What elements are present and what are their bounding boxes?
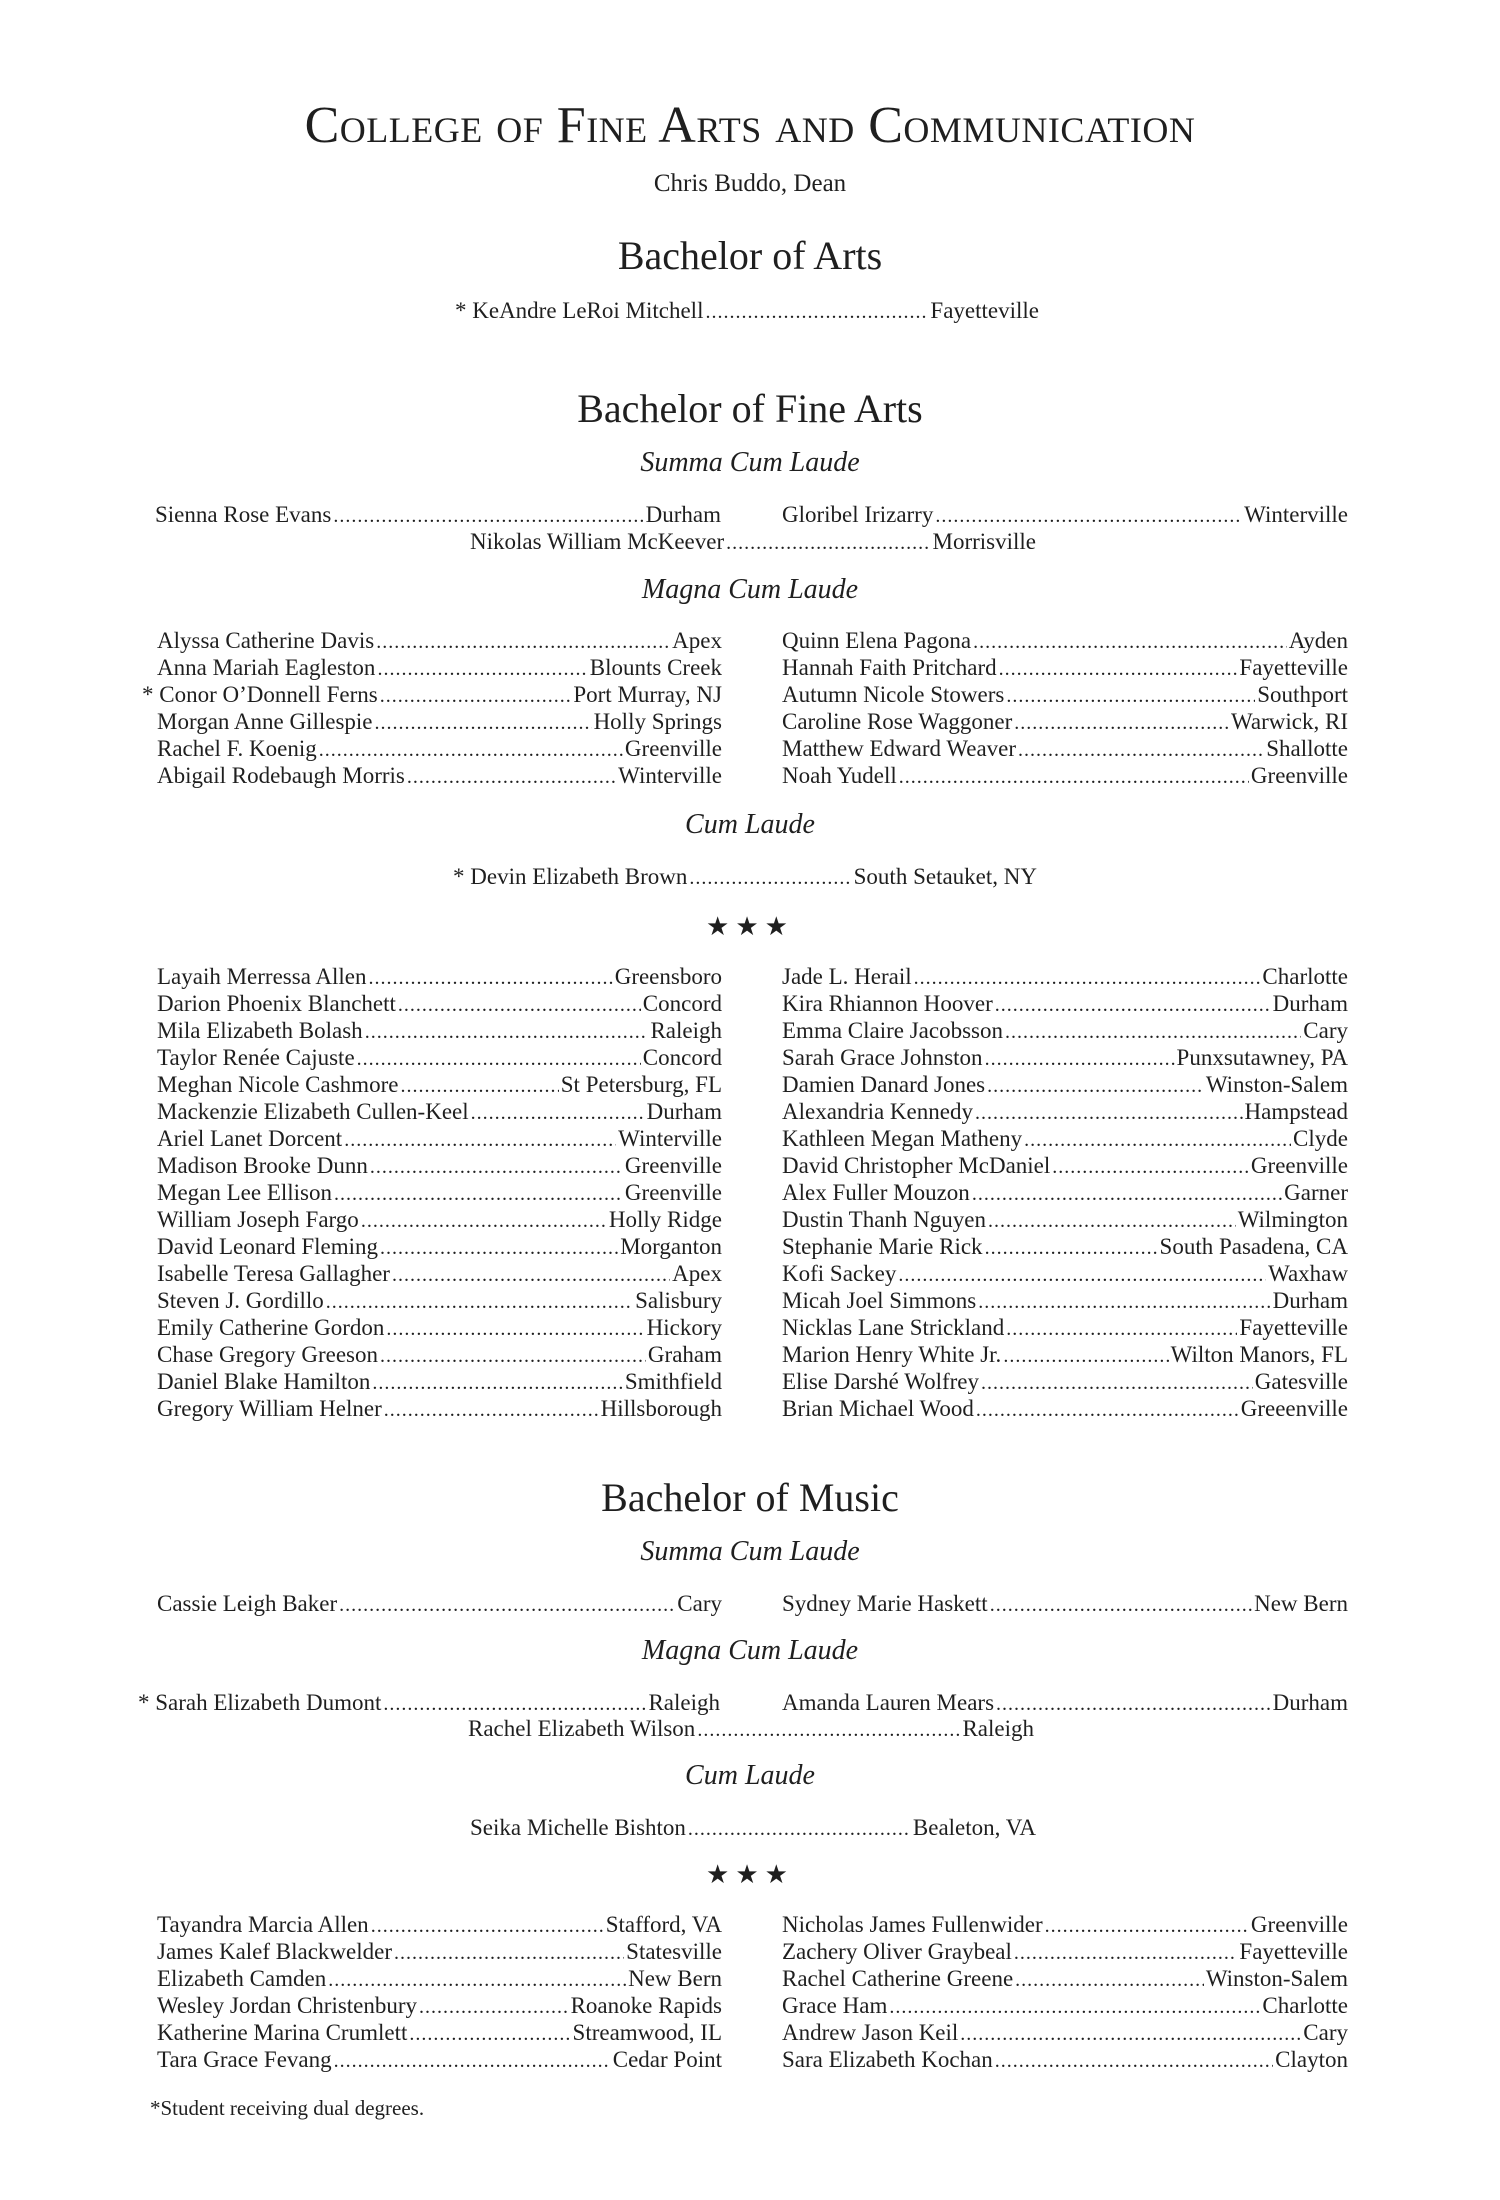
list-item: [142, 709, 722, 736]
graduate-name: Katherine Marina Crumlett: [157, 2020, 408, 2045]
graduate-name: Gregory William Helner: [157, 1396, 382, 1421]
graduate-name: David Christopher McDaniel: [782, 1153, 1051, 1178]
graduate-name: Seika Michelle Bishton: [470, 1815, 686, 1840]
graduate-name: Sydney Marie Haskett: [782, 1591, 988, 1616]
list-item: [157, 1099, 722, 1126]
bfa-summa-label: Summa Cum Laude: [640, 447, 860, 478]
graduate-hometown: Apex: [672, 1261, 722, 1286]
graduate-hometown: Greenville: [1250, 1153, 1348, 1178]
bfa-cum-label: Cum Laude: [685, 809, 815, 840]
graduate-name: Layaih Merressa Allen: [157, 964, 367, 989]
list-item: [157, 1993, 722, 2020]
leader-dots: [371, 1913, 604, 1939]
list-item: [782, 1018, 1348, 1045]
bfa-other-left-list: [157, 964, 722, 1423]
graduate-hometown: Fayetteville: [1239, 1939, 1348, 1964]
graduate-name: Micah Joel Simmons: [782, 1288, 977, 1313]
leader-dots: [380, 683, 572, 709]
leader-dots: [365, 1019, 649, 1045]
graduate-name: Emily Catherine Gordon: [157, 1315, 385, 1340]
bm-other-right-list: [782, 1912, 1348, 2074]
graduate-hometown: Morganton: [620, 1234, 722, 1259]
bfa-magna-left-list: [142, 628, 722, 790]
list-item: [157, 1342, 722, 1369]
graduate-hometown: Stafford, VA: [605, 1912, 722, 1937]
leader-dots: [960, 2021, 1301, 2047]
bfa-summa-left: [155, 502, 721, 529]
graduate-hometown: Salisbury: [635, 1288, 722, 1313]
list-item: [157, 1261, 722, 1288]
bm-magna-left: [138, 1690, 720, 1717]
list-item: [157, 1153, 722, 1180]
leader-dots: [376, 629, 670, 655]
leader-dots: [1003, 1343, 1168, 1369]
graduate-hometown: Greenville: [624, 1153, 722, 1178]
bm-summa-label: Summa Cum Laude: [640, 1536, 860, 1567]
leader-dots: [344, 1127, 616, 1153]
graduate-hometown: Winston-Salem: [1205, 1966, 1348, 1991]
graduate-hometown: New Bern: [628, 1966, 722, 1991]
graduate-name: Dustin Thanh Nguyen: [782, 1207, 987, 1232]
graduate-name: Nicklas Lane Strickland: [782, 1315, 1005, 1340]
list-item: [782, 682, 1348, 709]
list-item: [782, 1153, 1348, 1180]
graduate-hometown: Durham: [646, 1099, 722, 1124]
graduate-hometown: Cary: [677, 1591, 722, 1616]
list-item: [157, 2020, 722, 2047]
list-item: [157, 1126, 722, 1153]
graduate-hometown: Bealeton, VA: [912, 1815, 1036, 1840]
graduate-hometown: Southport: [1257, 682, 1348, 707]
bm-magna-right: [782, 1690, 1348, 1717]
leader-dots: [1015, 1967, 1204, 1993]
leader-dots: [688, 1816, 911, 1842]
graduate-name: Sienna Rose Evans: [155, 502, 332, 527]
graduate-name: Brian Michael Wood: [782, 1396, 974, 1421]
graduate-name: Chase Gregory Greeson: [157, 1342, 378, 1367]
list-item: [782, 1396, 1348, 1423]
graduate-hometown: Shallotte: [1266, 736, 1348, 761]
graduate-name: Meghan Nicole Cashmore: [157, 1072, 399, 1097]
graduate-hometown: St Petersburg, FL: [560, 1072, 722, 1097]
list-item: [782, 709, 1348, 736]
graduate-hometown: Streamwood, IL: [572, 2020, 722, 2045]
leader-dots: [339, 1592, 675, 1618]
leader-dots: [386, 1316, 644, 1342]
graduate-name: Nikolas William McKeever: [470, 529, 725, 554]
leader-dots: [990, 1592, 1252, 1618]
list-item: [782, 763, 1348, 790]
graduate-hometown: Charlotte: [1262, 964, 1348, 989]
leader-dots: [999, 656, 1238, 682]
list-item: [782, 2047, 1348, 2074]
list-item: [157, 1396, 722, 1423]
graduate-name: James Kalef Blackwelder: [157, 1939, 393, 1964]
graduate-name: Andrew Jason Keil: [782, 2020, 959, 2045]
leader-dots: [976, 1397, 1239, 1423]
leader-dots: [975, 1100, 1243, 1126]
leader-dots: [935, 503, 1242, 529]
list-item: [157, 1072, 722, 1099]
leader-dots: [1006, 683, 1255, 709]
bfa-summa-center: [470, 529, 1036, 556]
list-item: [157, 2047, 722, 2074]
graduate-name: Autumn Nicole Stowers: [782, 682, 1005, 707]
graduate-name: Rachel F. Koenig: [157, 736, 317, 761]
graduate-hometown: Waxhaw: [1268, 1261, 1348, 1286]
leader-dots: [400, 1073, 558, 1099]
leader-dots: [996, 1691, 1271, 1717]
graduate-name: Anna Mariah Eagleston: [157, 655, 376, 680]
graduate-name: Marion Henry White Jr.: [782, 1342, 1002, 1367]
leader-dots: [978, 1289, 1270, 1315]
list-item: [782, 964, 1348, 991]
graduate-name: Matthew Edward Weaver: [782, 736, 1017, 761]
graduate-name: Taylor Renée Cajuste: [157, 1045, 355, 1070]
graduate-hometown: Cary: [1303, 1018, 1348, 1043]
list-item: [782, 1045, 1348, 1072]
leader-dots: [985, 1046, 1175, 1072]
graduate-name: * Devin Elizabeth Brown: [453, 864, 688, 889]
graduate-name: Abigail Rodebaugh Morris: [157, 763, 405, 788]
graduate-hometown: Concord: [642, 991, 722, 1016]
graduate-hometown: Ayden: [1288, 628, 1348, 653]
graduate-name: Madison Brooke Dunn: [157, 1153, 368, 1178]
bm-magna-label: Magna Cum Laude: [641, 1635, 859, 1666]
graduate-hometown: Garner: [1284, 1180, 1348, 1205]
graduate-hometown: Fayetteville: [930, 298, 1039, 323]
graduate-hometown: Apex: [672, 628, 722, 653]
graduate-name: Stephanie Marie Rick: [782, 1234, 983, 1259]
list-item: [782, 1288, 1348, 1315]
leader-dots: [372, 1370, 623, 1396]
graduate-name: Nicholas James Fullenwider: [782, 1912, 1043, 1937]
college-title: College of Fine Arts and Communication: [304, 97, 1196, 154]
graduate-name: Tara Grace Fevang: [157, 2047, 332, 2072]
list-item: [782, 1369, 1348, 1396]
graduate-hometown: Greenville: [624, 736, 722, 761]
graduate-name: Morgan Anne Gillespie: [157, 709, 373, 734]
leader-dots: [973, 629, 1287, 655]
leader-dots: [328, 1967, 626, 1993]
leader-dots: [407, 764, 616, 790]
graduate-name: Daniel Blake Hamilton: [157, 1369, 371, 1394]
bfa-heading: Bachelor of Fine Arts: [577, 386, 923, 431]
graduate-name: Isabelle Teresa Gallagher: [157, 1261, 390, 1286]
leader-dots: [394, 1940, 624, 1966]
leader-dots: [987, 1073, 1204, 1099]
graduate-name: Mila Elizabeth Bolash: [157, 1018, 363, 1043]
graduate-name: Kathleen Megan Matheny: [782, 1126, 1023, 1151]
graduate-name: * Sarah Elizabeth Dumont: [138, 1690, 382, 1715]
leader-dots: [471, 1100, 645, 1126]
leader-dots: [419, 1994, 569, 2020]
list-item: [157, 991, 722, 1018]
graduate-hometown: Fayetteville: [1239, 655, 1348, 680]
graduate-hometown: Winston-Salem: [1205, 1072, 1348, 1097]
graduate-hometown: Morrisville: [932, 529, 1036, 554]
graduate-hometown: Charlotte: [1262, 1993, 1348, 2018]
leader-dots: [898, 1262, 1266, 1288]
bm-cum-entry: [470, 1815, 1036, 1842]
list-item: [782, 655, 1348, 682]
leader-dots: [972, 1181, 1282, 1207]
list-item: [157, 1939, 722, 1966]
graduate-name: Damien Danard Jones: [782, 1072, 986, 1097]
graduate-name: David Leonard Fleming: [157, 1234, 379, 1259]
graduate-name: Jade L. Herail: [782, 964, 912, 989]
graduate-hometown: Greenville: [624, 1180, 722, 1205]
dean-name: Chris Buddo, Dean: [653, 170, 847, 197]
graduate-name: Wesley Jordan Christenbury: [157, 1993, 418, 2018]
list-item: [157, 1315, 722, 1342]
graduate-hometown: Smithfield: [624, 1369, 722, 1394]
graduate-name: Kofi Sackey: [782, 1261, 897, 1286]
list-item: [142, 628, 722, 655]
graduate-hometown: South Setauket, NY: [853, 864, 1037, 889]
leader-dots: [705, 299, 928, 325]
bm-heading: Bachelor of Music: [601, 1475, 899, 1520]
graduate-name: Emma Claire Jacobsson: [782, 1018, 1004, 1043]
graduate-hometown: Cedar Point: [612, 2047, 722, 2072]
leader-dots: [1014, 1940, 1238, 1966]
leader-dots: [1018, 737, 1264, 763]
graduate-name: Elise Darshé Wolfrey: [782, 1369, 979, 1394]
graduate-hometown: Durham: [1272, 1690, 1348, 1715]
list-item: [782, 1315, 1348, 1342]
leader-dots: [383, 1691, 646, 1717]
list-item: [782, 736, 1348, 763]
list-item: [782, 1966, 1348, 1993]
graduate-name: Sarah Grace Johnston: [782, 1045, 983, 1070]
ba-heading: Bachelor of Arts: [617, 233, 883, 278]
list-item: [157, 964, 722, 991]
graduate-hometown: Wilmington: [1237, 1207, 1348, 1232]
list-item: [782, 628, 1348, 655]
list-item: [782, 1939, 1348, 1966]
leader-dots: [384, 1397, 599, 1423]
list-item: [157, 1234, 722, 1261]
list-item: [142, 736, 722, 763]
graduate-name: Elizabeth Camden: [157, 1966, 327, 1991]
list-item: [782, 1072, 1348, 1099]
list-item: [782, 1099, 1348, 1126]
graduate-name: Sara Elizabeth Kochan: [782, 2047, 993, 2072]
graduate-hometown: Winterville: [618, 763, 722, 788]
leader-dots: [333, 503, 643, 529]
graduate-name: Grace Ham: [782, 1993, 888, 2018]
graduate-hometown: Durham: [1272, 991, 1348, 1016]
leader-dots: [398, 992, 641, 1018]
graduate-hometown: Raleigh: [650, 1018, 722, 1043]
graduate-hometown: Statesville: [626, 1939, 722, 1964]
graduate-name: Hannah Faith Pritchard: [782, 655, 997, 680]
graduate-name: Alex Fuller Mouzon: [782, 1180, 970, 1205]
bm-cum-label: Cum Laude: [685, 1760, 815, 1791]
bm-summa-right: [782, 1591, 1348, 1618]
bfa-cum-entry: [453, 864, 1037, 891]
graduate-hometown: Punxsutawney, PA: [1176, 1045, 1348, 1070]
leader-dots: [357, 1046, 641, 1072]
leader-dots: [392, 1262, 670, 1288]
graduate-name: Gloribel Irizarry: [782, 502, 934, 527]
graduate-hometown: Greenville: [1250, 1912, 1348, 1937]
graduate-hometown: Greensboro: [614, 964, 722, 989]
bfa-magna-right-list: [782, 628, 1348, 790]
leader-dots: [368, 965, 612, 991]
graduate-name: Mackenzie Elizabeth Cullen-Keel: [157, 1099, 469, 1124]
graduate-hometown: Port Murray, NJ: [573, 682, 722, 707]
list-item: [782, 1912, 1348, 1939]
list-item: [157, 1180, 722, 1207]
graduate-hometown: Raleigh: [648, 1690, 720, 1715]
list-item: [782, 2020, 1348, 2047]
list-item: [782, 1993, 1348, 2020]
list-item: [782, 1234, 1348, 1261]
leader-dots: [1024, 1127, 1291, 1153]
graduate-name: Alexandria Kennedy: [782, 1099, 973, 1124]
leader-dots: [380, 1235, 618, 1261]
leader-dots: [375, 710, 592, 736]
leader-dots: [334, 2048, 611, 2074]
leader-dots: [1005, 1019, 1301, 1045]
leader-dots: [914, 965, 1261, 991]
graduate-name: Steven J. Gordillo: [157, 1288, 324, 1313]
graduate-name: Zachery Oliver Graybeal: [782, 1939, 1012, 1964]
leader-dots: [899, 764, 1249, 790]
list-item: [157, 1018, 722, 1045]
leader-dots: [1006, 1316, 1237, 1342]
graduate-name: Cassie Leigh Baker: [157, 1591, 338, 1616]
graduate-name: Ariel Lanet Dorcent: [157, 1126, 343, 1151]
leader-dots: [334, 1181, 623, 1207]
leader-dots: [409, 2021, 570, 2047]
leader-dots: [326, 1289, 633, 1315]
leader-dots: [697, 1717, 960, 1743]
list-item: [782, 991, 1348, 1018]
bfa-star-divider: ★★★: [706, 912, 794, 941]
list-item: [157, 1288, 722, 1315]
leader-dots: [995, 2048, 1273, 2074]
graduate-hometown: Clayton: [1275, 2047, 1348, 2072]
graduate-name: Megan Lee Ellison: [157, 1180, 333, 1205]
graduate-hometown: Raleigh: [962, 1716, 1034, 1741]
graduate-hometown: Wilton Manors, FL: [1170, 1342, 1348, 1367]
leader-dots: [689, 865, 851, 891]
list-item: [142, 682, 722, 709]
leader-dots: [995, 992, 1271, 1018]
graduate-name: Rachel Elizabeth Wilson: [468, 1716, 696, 1741]
bm-other-left-list: [157, 1912, 722, 2074]
graduate-hometown: Warwick, RI: [1231, 709, 1348, 734]
graduate-name: Darion Phoenix Blanchett: [157, 991, 396, 1016]
graduate-hometown: Blounts Creek: [589, 655, 722, 680]
bfa-other-right-list: [782, 964, 1348, 1423]
graduate-name: * KeAndre LeRoi Mitchell: [455, 298, 704, 323]
graduate-hometown: Graham: [647, 1342, 722, 1367]
leader-dots: [1052, 1154, 1249, 1180]
bm-magna-center: [468, 1716, 1034, 1743]
list-item: [782, 1342, 1348, 1369]
ba-entry: [455, 298, 1039, 325]
leader-dots: [380, 1343, 646, 1369]
list-item: [142, 763, 722, 790]
bm-summa-left: [157, 1591, 722, 1618]
list-item: [157, 1912, 722, 1939]
leader-dots: [981, 1370, 1253, 1396]
list-item: [782, 1261, 1348, 1288]
graduate-hometown: Greenville: [1250, 763, 1348, 788]
graduate-name: * Conor O’Donnell Ferns: [142, 682, 378, 707]
graduate-name: William Joseph Fargo: [157, 1207, 359, 1232]
leader-dots: [1045, 1913, 1249, 1939]
graduate-hometown: Clyde: [1293, 1126, 1348, 1151]
graduate-hometown: Winterville: [618, 1126, 722, 1151]
graduate-hometown: Greeenville: [1240, 1396, 1348, 1421]
graduate-name: Kira Rhiannon Hoover: [782, 991, 993, 1016]
graduate-hometown: Fayetteville: [1239, 1315, 1348, 1340]
graduate-hometown: South Pasadena, CA: [1159, 1234, 1348, 1259]
graduate-hometown: Concord: [642, 1045, 722, 1070]
graduate-hometown: Hillsborough: [600, 1396, 722, 1421]
leader-dots: [726, 530, 930, 556]
leader-dots: [370, 1154, 623, 1180]
graduate-hometown: Holly Ridge: [608, 1207, 722, 1232]
graduate-name: Alyssa Catherine Davis: [157, 628, 375, 653]
graduate-hometown: New Bern: [1254, 1591, 1348, 1616]
bfa-magna-label: Magna Cum Laude: [641, 574, 859, 605]
leader-dots: [377, 656, 587, 682]
list-item: [157, 1207, 722, 1234]
graduate-hometown: Durham: [1272, 1288, 1348, 1313]
graduate-hometown: Cary: [1303, 2020, 1348, 2045]
leader-dots: [361, 1208, 607, 1234]
leader-dots: [319, 737, 623, 763]
graduate-name: Caroline Rose Waggoner: [782, 709, 1013, 734]
dual-degree-footnote: *Student receiving dual degrees.: [150, 2096, 425, 2120]
graduate-hometown: Hickory: [646, 1315, 722, 1340]
list-item: [782, 1126, 1348, 1153]
list-item: [157, 1369, 722, 1396]
graduate-hometown: Durham: [645, 502, 721, 527]
list-item: [157, 1966, 722, 1993]
leader-dots: [1014, 710, 1229, 736]
graduate-hometown: Hampstead: [1244, 1099, 1348, 1124]
bm-star-divider: ★★★: [706, 1860, 794, 1889]
graduate-hometown: Winterville: [1244, 502, 1348, 527]
list-item: [157, 1045, 722, 1072]
graduate-name: Noah Yudell: [782, 763, 897, 788]
graduate-name: Tayandra Marcia Allen: [157, 1912, 369, 1937]
graduate-name: Quinn Elena Pagona: [782, 628, 972, 653]
graduate-hometown: Gatesville: [1254, 1369, 1348, 1394]
graduate-hometown: Roanoke Rapids: [570, 1993, 722, 2018]
graduate-name: Amanda Lauren Mears: [782, 1690, 995, 1715]
leader-dots: [889, 1994, 1260, 2020]
graduate-hometown: Holly Springs: [593, 709, 722, 734]
graduate-name: Rachel Catherine Greene: [782, 1966, 1014, 1991]
bfa-summa-right: [782, 502, 1348, 529]
list-item: [142, 655, 722, 682]
leader-dots: [988, 1208, 1236, 1234]
leader-dots: [985, 1235, 1158, 1261]
list-item: [782, 1180, 1348, 1207]
list-item: [782, 1207, 1348, 1234]
